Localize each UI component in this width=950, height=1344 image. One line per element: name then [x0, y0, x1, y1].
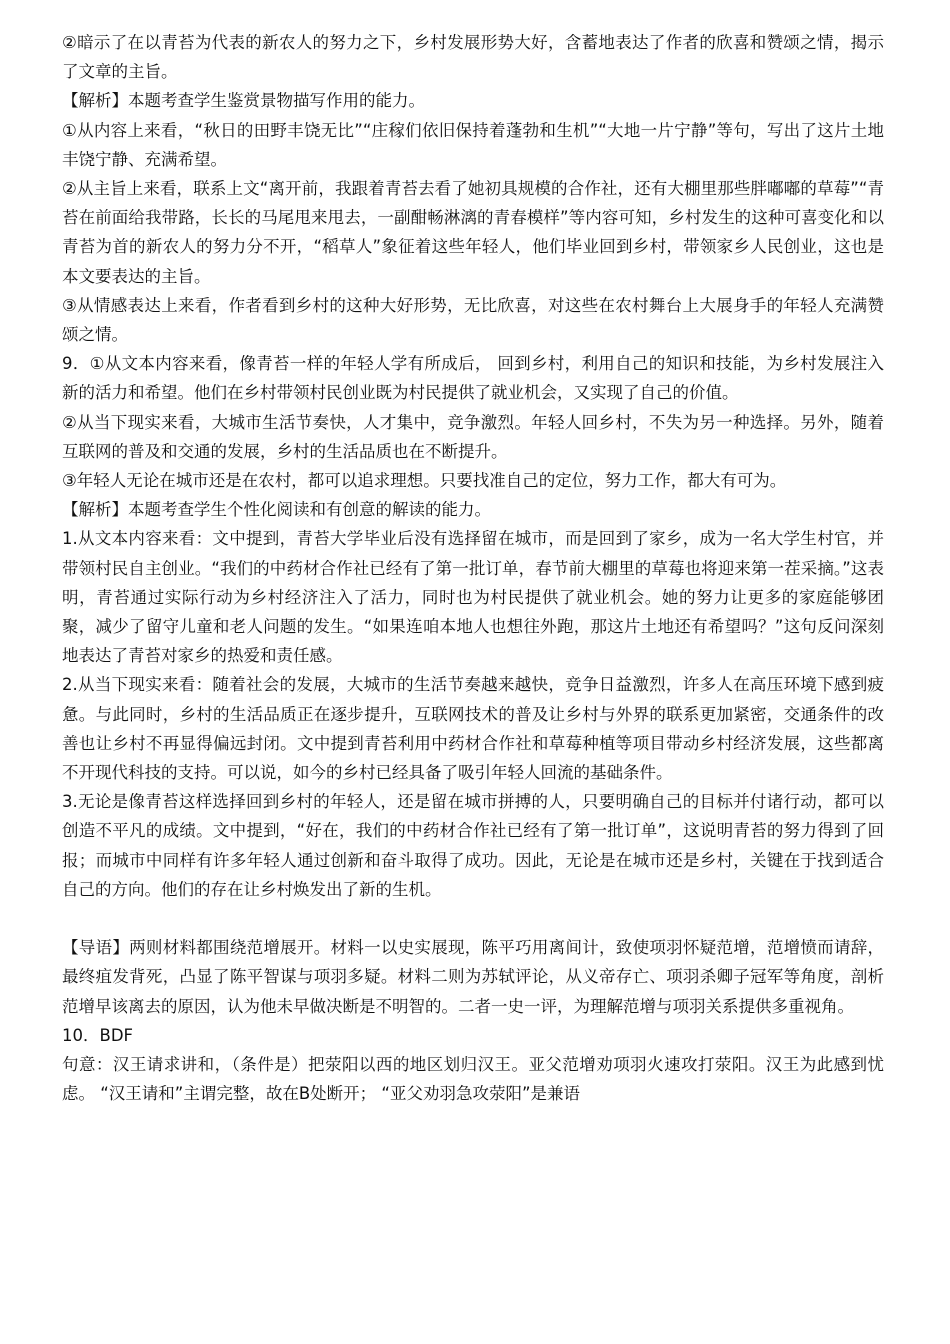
answer-9-point-3: ③年轻人无论在城市还是在农村，都可以追求理想。只要找准自己的定位，努力工作，都大有可为。: [62, 471, 787, 491]
analysis-heading-8: 【解析】本题考查学生鉴赏景物描写作用的能力。: [62, 91, 425, 111]
analysis-8-point-3: ③从情感表达上来看，作者看到乡村的这种大好形势，无比欣喜，对这些在农村舞台上大展身手的年轻人充满赞颂之情。: [62, 295, 884, 345]
intro-paragraph: 【导语】两则材料都围绕范增展开。材料一以史实展现，陈平巧用离间计，致使项羽怀疑范增，范增愤而请辞，最终疽发背死，凸显了陈平智谋与项羽多疑。材料二则为苏轼评论，从义帝存亡、项羽杀卿子冠军等角度，剖析范增早该离去的原因，认为他未早做决断是不明智的。二者一史一评，为理解范增与项羽关系提供多重视角。: [62, 938, 884, 1016]
blank-line: [62, 904, 884, 933]
analysis-heading-9: 【解析】本题考查学生个性化阅读和有创意的解读的能力。: [62, 500, 491, 520]
analysis-9-point-1: 1.从文本内容来看：文中提到，青苔大学毕业后没有选择留在城市，而是回到了家乡，成为一名大学生村官，并带领村民自主创业。“我们的中药材合作社已经有了第一批订单，春节前大棚里的草莓也将迎来第一茬采摘。”这表明，青苔通过实际行动为乡村经济注入了活力，同时也为村民提供了就业机会。她的努力让更多的家庭能够团聚，减少了留守儿童和老人问题的发生。“如果连咱本地人也想往外跑，那这片土地还有希望吗？”这句反问深刻地表达了青苔对家乡的热爱和责任感。: [62, 529, 884, 666]
answer-10: 10．BDF: [62, 1025, 134, 1045]
answer-10-explanation: 句意：汉王请求讲和，（条件是）把荥阳以西的地区划归汉王。亚父范增劝项羽火速攻打荥阳。汉王为此感到忧虑。 “汉王请和”主谓完整，故在B处断开； “亚父劝羽急攻荥阳”是兼语: [62, 1054, 884, 1104]
analysis-9-point-2: 2.从当下现实来看：随着社会的发展，大城市的生活节奏越来越快，竞争日益激烈，许多人在高压环境下感到疲惫。与此同时，乡村的生活品质正在逐步提升，互联网技术的普及让乡村与外界的联系更加紧密，交通条件的改善也让乡村不再显得偏远封闭。文中提到青苔利用中药材合作社和草莓种植等项目带动乡村经济发展，这些都离不开现代科技的支持。可以说，如今的乡村已经具备了吸引年轻人回流的基础条件。: [62, 675, 884, 783]
answer-9-point-1: 9．①从文本内容来看，像青苔一样的年轻人学有所成后， 回到乡村，利用自己的知识和技能，为乡村发展注入新的活力和希望。他们在乡村带领村民创业既为村民提供了就业机会，又实现了自己的价值。: [62, 354, 884, 403]
analysis-8-point-2: ②从主旨上来看，联系上文“离开前，我跟着青苔去看了她初具规模的合作社，还有大棚里那些胖嘟嘟的草莓”“青苔在前面给我带路，长长的马尾甩来甩去，一副酣畅淋漓的青春模样”等内容可知，乡村发生的这种可喜变化和以青苔为首的新农人的努力分不开，“稻草人”象征着这些年轻人，他们毕业回到乡村，带领家乡人民创业，这也是本文要表达的主旨。: [62, 179, 884, 286]
answer-9-point-2: ②从当下现实来看，大城市生活节奏快，人才集中，竞争激烈。年轻人回乡村，不失为另一种选择。另外，随着互联网的普及和交通的发展，乡村的生活品质也在不断提升。: [62, 412, 884, 461]
analysis-9-point-3: 3.无论是像青苔这样选择回到乡村的年轻人，还是留在城市拼搏的人，只要明确自己的目标并付诸行动，都可以创造不平凡的成绩。文中提到，“好在，我们的中药材合作社已经有了第一批订单”，这说明青苔的努力得到了回报；而城市中同样有许多年轻人通过创新和奋斗取得了成功。因此，无论是在城市还是乡村，关键在于找到适合自己的方向。他们的存在让乡村焕发出了新的生机。: [62, 792, 884, 899]
answer-8-point-2: ②暗示了在以青苔为代表的新农人的努力之下，乡村发展形势大好，含蓄地表达了作者的欣喜和赞颂之情，揭示了文章的主旨。: [62, 33, 884, 82]
analysis-8-point-1: ①从内容上来看，“秋日的田野丰饶无比”“庄稼们依旧保持着蓬勃和生机”“大地一片宁静”等句，写出了这片土地丰饶宁静、充满希望。: [62, 120, 884, 169]
